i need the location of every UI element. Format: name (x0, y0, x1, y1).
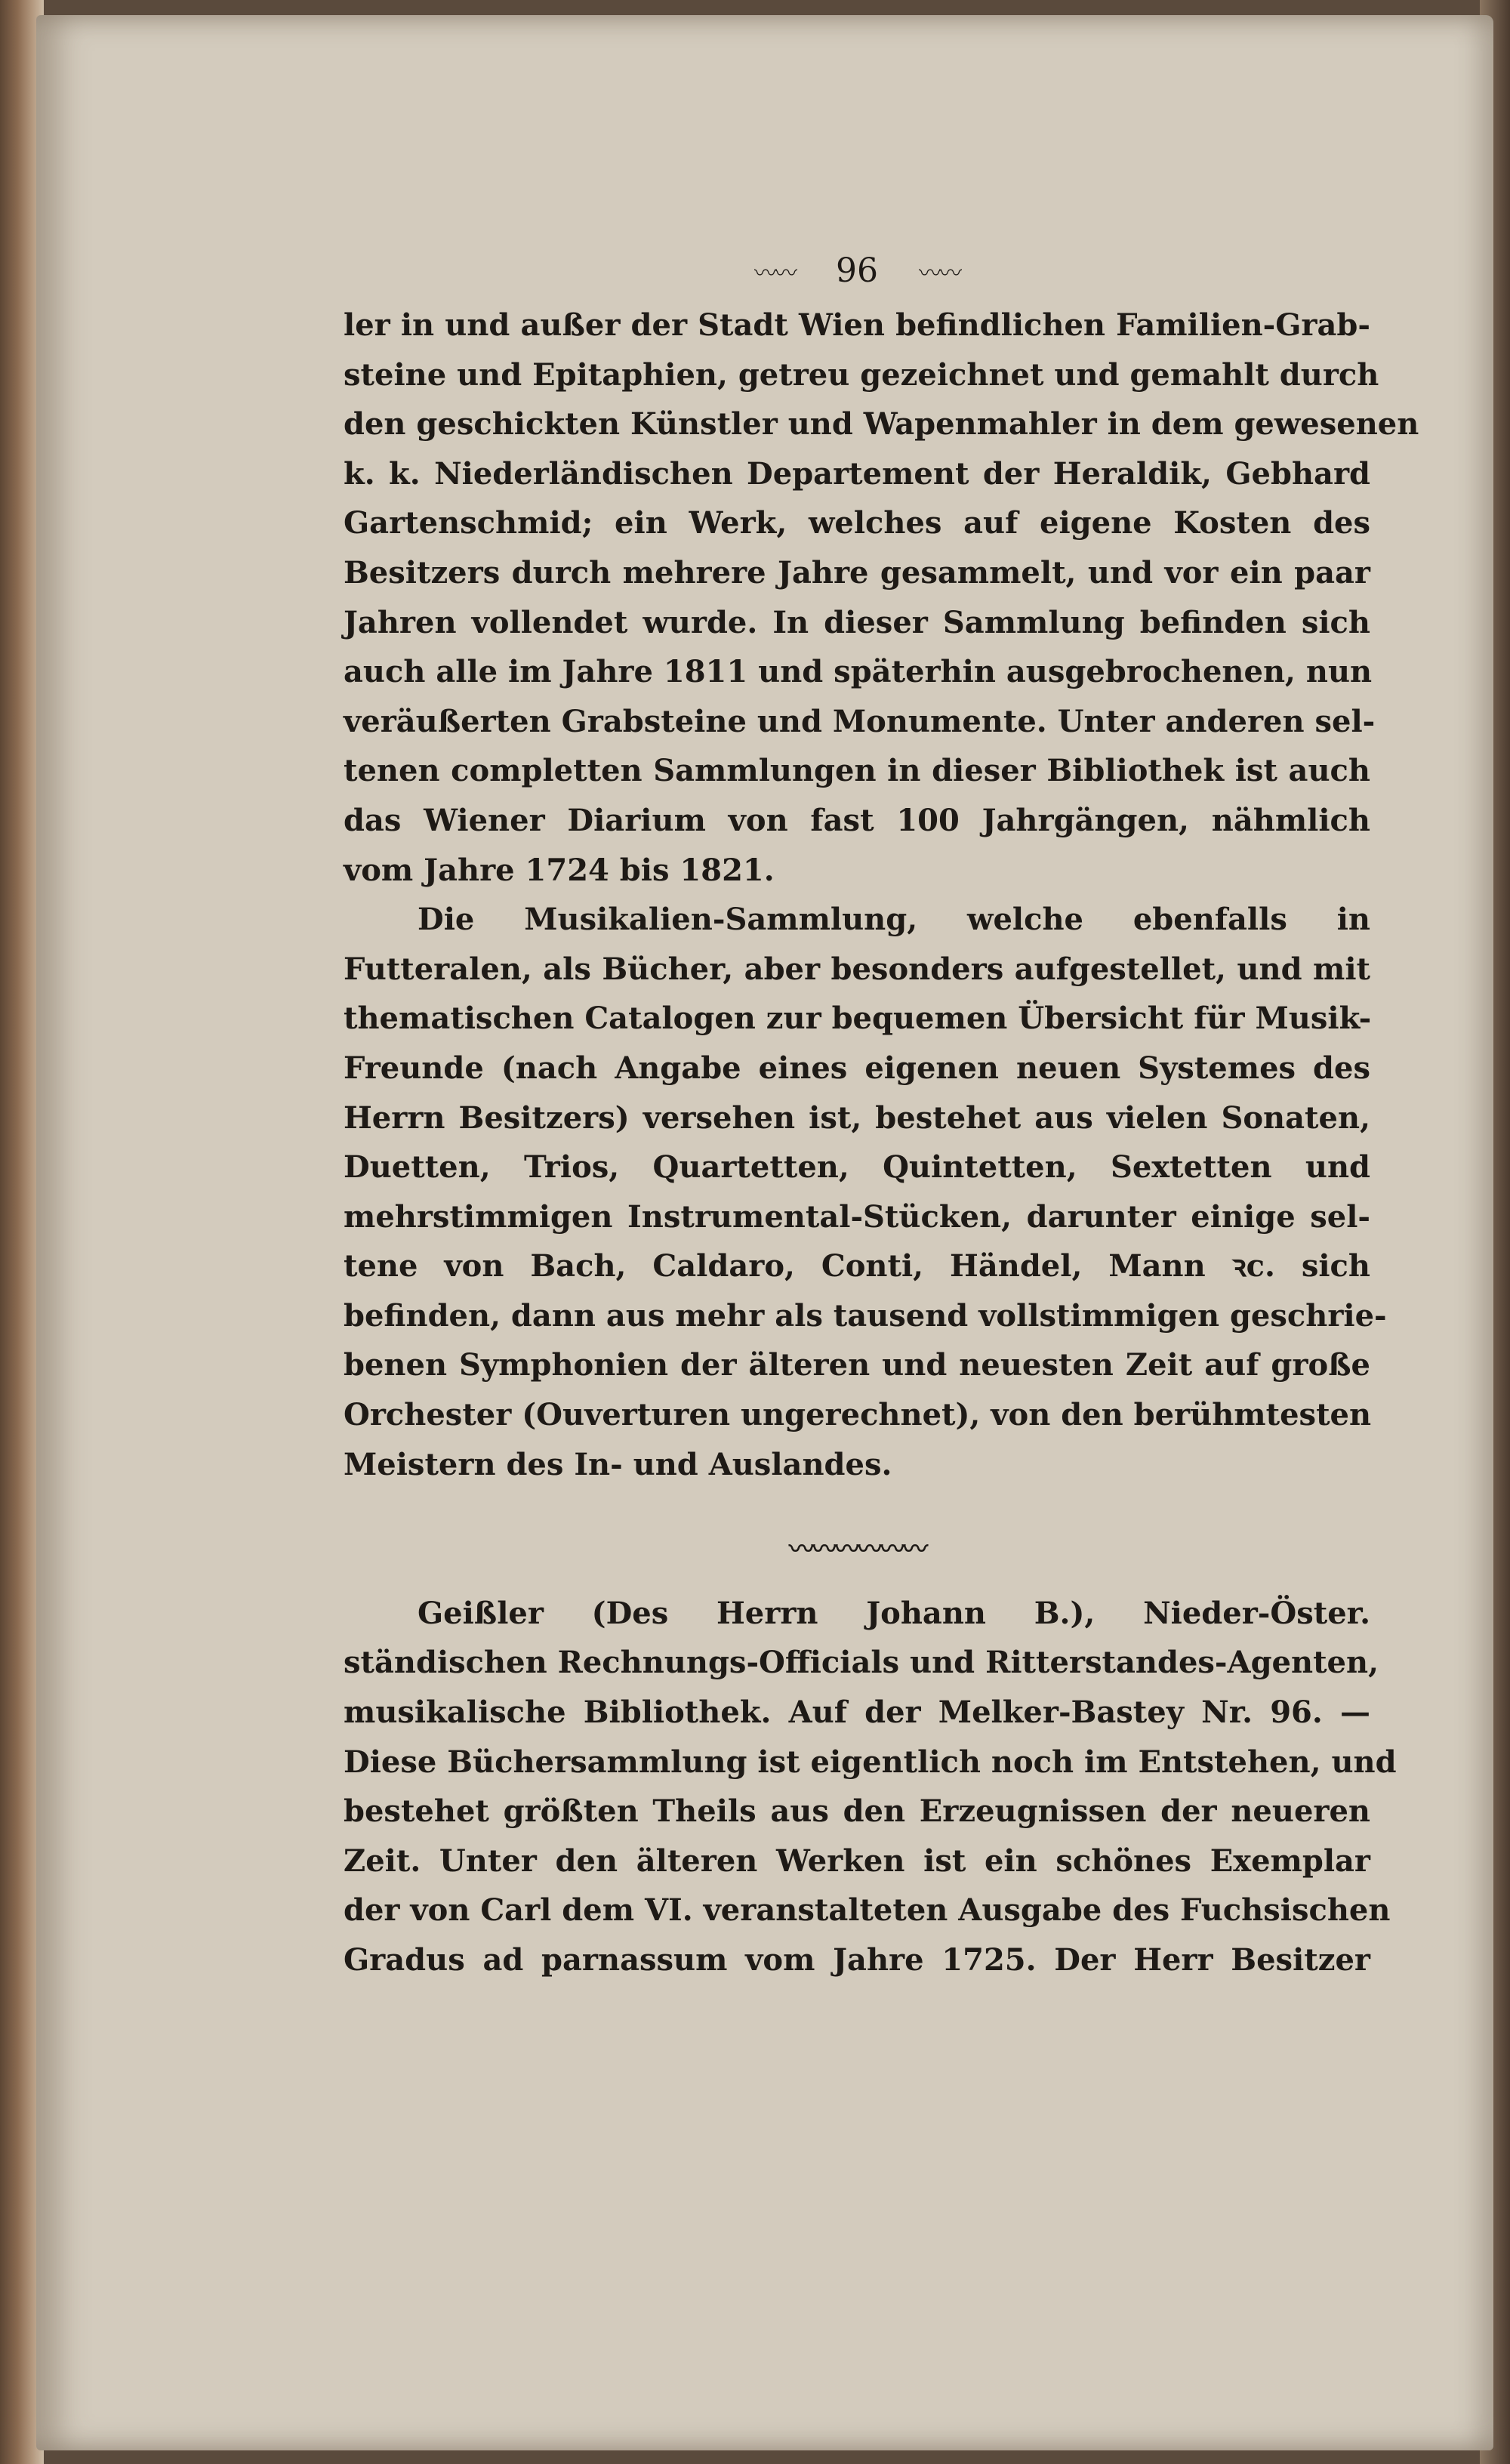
section-divider-ornament: 〰〰〰〰〰〰 (789, 1534, 925, 1565)
text-line: Gradus ad parnassum vom Jahre 1725. Der Herr Besitzer (344, 1942, 1370, 1978)
text-line: tene von Bach, Caldaro, Conti, Händel, Mann ꝛc. sich (344, 1248, 1370, 1284)
text-line: befinden, dann aus mehr als tausend vollstimmigen geschrie- (344, 1297, 1387, 1334)
text-line: Geißler (Des Herrn Johann B.), Nieder-Öster. (418, 1595, 1370, 1631)
text-line: Meistern des In- und Auslandes. (344, 1446, 892, 1482)
text-line: Duetten, Trios, Quartetten, Quintetten, Sextetten und (344, 1149, 1370, 1186)
text-line: mehrstimmigen Instrumental-Stücken, darunter einige sel- (344, 1198, 1370, 1235)
page-header (344, 249, 1370, 302)
text-line: der von Carl dem VI. veranstalteten Ausgabe des Fuchsischen (344, 1892, 1391, 1929)
text-line: musikalische Bibliothek. Auf der Melker-Bastey Nr. 96. — (344, 1695, 1370, 1731)
text-line: Diese Büchersammlung ist eigentlich noch im Entstehen, und (344, 1744, 1397, 1780)
text-line: das Wiener Diarium von fast 100 Jahrgängen, nähmlich (344, 802, 1370, 838)
text-line: veräußerten Grabsteine und Monumente. Unter anderen sel- (344, 703, 1376, 739)
text-line: bestehet größten Theils aus den Erzeugnissen der neueren (344, 1793, 1370, 1830)
text-line: den geschickten Künstler und Wapenmahler in dem gewesenen (344, 406, 1419, 443)
page-body-text (344, 301, 1419, 1985)
text-line: tenen completten Sammlungen in dieser Bibliothek ist auch (344, 753, 1370, 789)
text-line: Jahren vollendet wurde. In dieser Sammlung befinden sich (344, 604, 1370, 640)
text-line: Zeit. Unter den älteren Werken ist ein schönes Exemplar (344, 1843, 1370, 1879)
text-line: thematischen Catalogen zur bequemen Übersicht für Musik- (344, 1001, 1372, 1037)
text-line: Futteralen, als Bücher, aber besonders aufgestellet, und mit (344, 951, 1370, 987)
text-line: Freunde (nach Angabe eines eigenen neuen Systemes des (344, 1050, 1370, 1086)
text-line: Besitzers durch mehrere Jahre gesammelt, und vor ein paar (344, 554, 1370, 591)
page-number: 96 (836, 251, 878, 290)
text-line: Gartenschmid; ein Werk, welches auf eigene Kosten des (344, 505, 1370, 541)
text-line: Die Musikalien-Sammlung, welche ebenfalls in (418, 902, 1370, 938)
text-line: k. k. Niederländischen Departement der Heraldik, Gebhard (344, 455, 1370, 492)
text-line: Herrn Besitzers) versehen ist, bestehet aus vielen Sonaten, (344, 1099, 1370, 1136)
header-ornament-right: 〰〰 (919, 260, 960, 287)
text-line: Orchester (Ouverturen ungerechnet), von den berühmtesten (344, 1397, 1372, 1433)
header-ornament-left: 〰〰 (754, 260, 795, 287)
text-line: benen Symphonien der älteren und neuesten Zeit auf große (344, 1347, 1370, 1383)
text-line: vom Jahre 1724 bis 1821. (344, 852, 775, 888)
text-line: auch alle im Jahre 1811 und späterhin ausgebrochenen, nun (344, 654, 1373, 690)
text-line: ler in und außer der Stadt Wien befindlichen Familien-Grab- (344, 307, 1370, 343)
text-line: steine und Epitaphien, getreu gezeichnet und gemahlt durch (344, 356, 1379, 393)
text-line: ständischen Rechnungs-Officials und Ritterstandes-Agenten, (344, 1645, 1379, 1681)
